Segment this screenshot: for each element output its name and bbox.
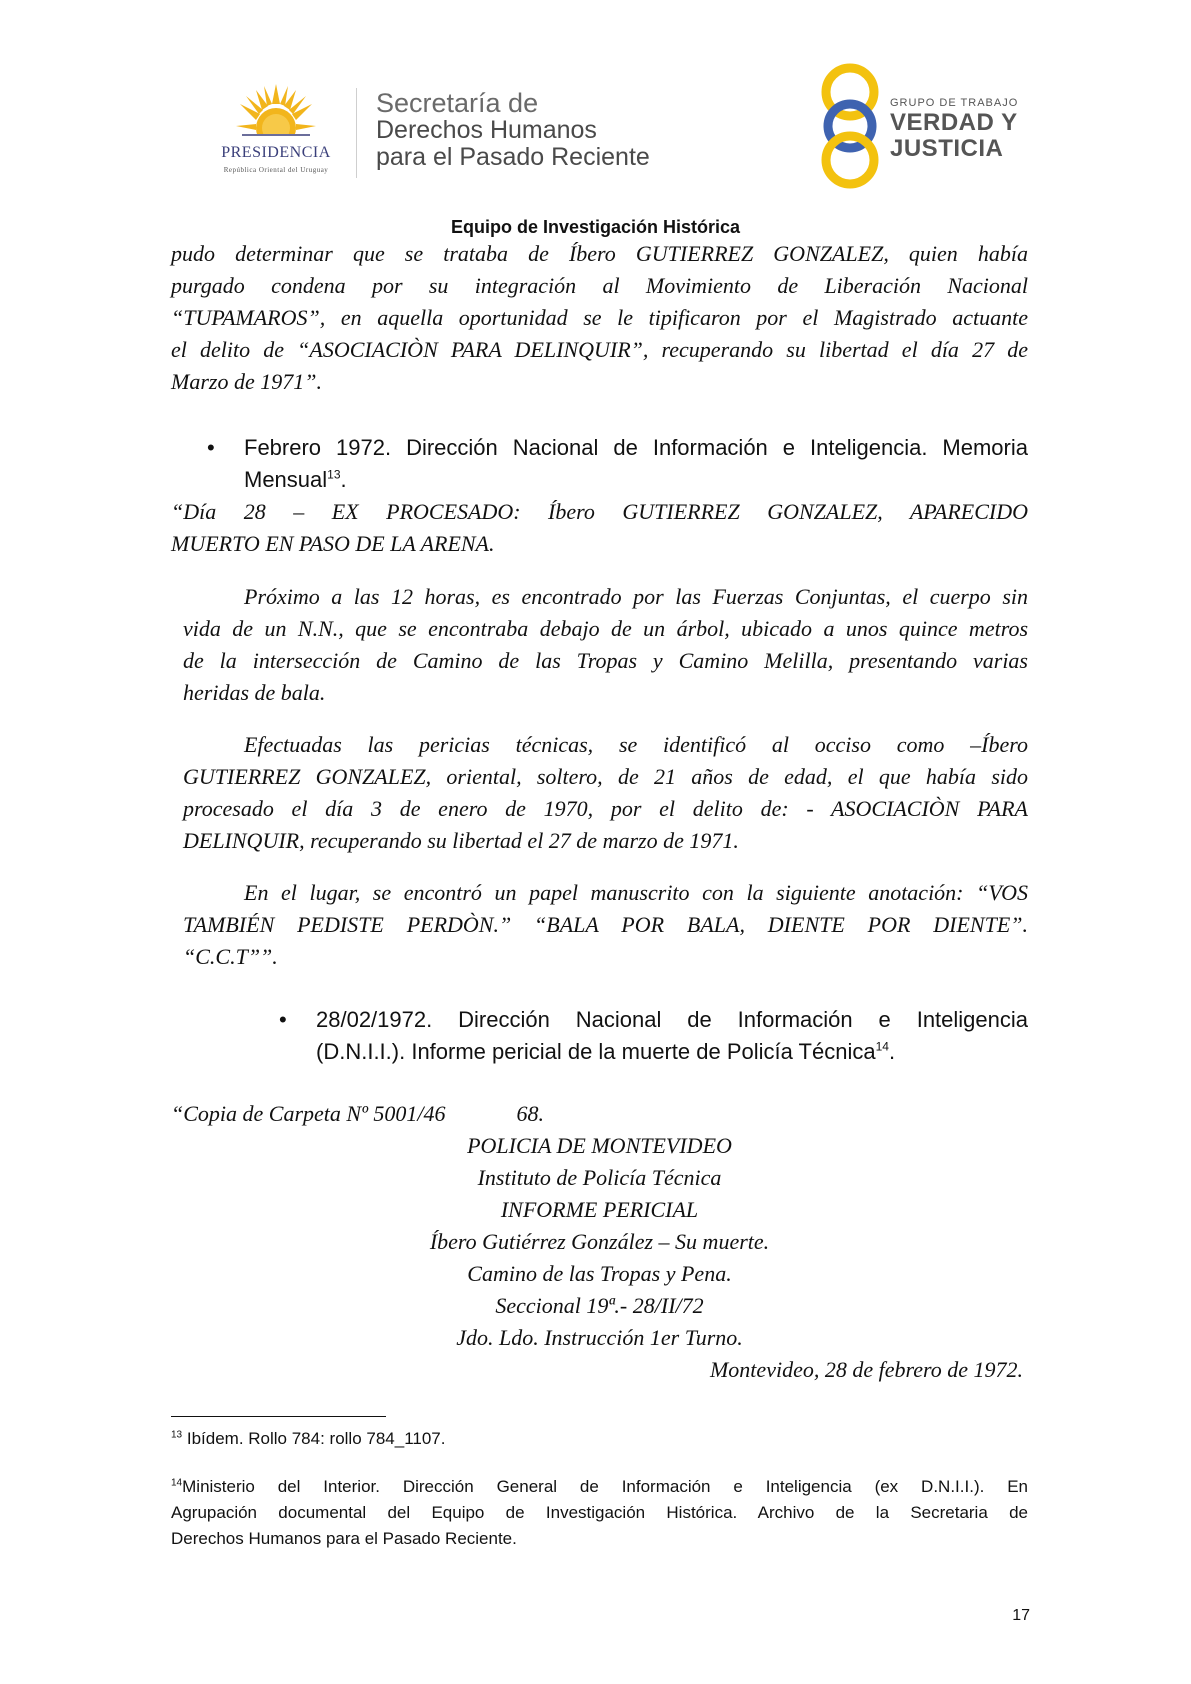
copia-line bbox=[171, 1098, 771, 1130]
secretaria-logotype bbox=[376, 90, 716, 171]
bullet-text: (D.N.I.I.). Informe pericial de la muerte de Policía Técnica bbox=[316, 1039, 876, 1064]
gtvj-logotype bbox=[890, 96, 1040, 162]
rings-icon bbox=[812, 62, 892, 192]
footnote-ref[interactable]: 13 bbox=[327, 467, 341, 482]
informe-header bbox=[171, 1130, 1028, 1354]
presidencia-logo bbox=[196, 82, 356, 182]
quote-paragraph-1 bbox=[183, 581, 1028, 709]
bullet-end: . bbox=[340, 467, 347, 492]
bullet-line bbox=[316, 1036, 1028, 1068]
page-header bbox=[0, 0, 1191, 210]
quote-paragraph-3 bbox=[183, 877, 1028, 973]
bullet-item-1 bbox=[244, 432, 1028, 496]
bullet-icon: • bbox=[279, 1007, 287, 1032]
gtvj-line-2: VERDAD Y bbox=[890, 109, 1018, 136]
presidencia-name: PRESIDENCIA bbox=[221, 144, 331, 161]
quote-paragraph-2 bbox=[183, 729, 1028, 857]
text-line: GUTIERREZ GONZALEZ, oriental, soltero, de 21 años de edad, el que había sido bbox=[183, 764, 1028, 789]
text-line: “C.C.T””. bbox=[183, 944, 278, 969]
footnote-13 bbox=[171, 1426, 1028, 1452]
text-line: de la intersección de Camino de las Tropas y Camino Melilla, presentando varias bbox=[183, 648, 1028, 673]
text-line: Seccional 19ª.- 28/II/72 bbox=[495, 1293, 704, 1318]
copia-right: 68. bbox=[516, 1101, 545, 1126]
presidencia-subtitle: República Oriental del Uruguay bbox=[223, 166, 329, 174]
text-line: “TUPAMAROS”, en aquella oportunidad se le tipificaron por el Magistrado actuante bbox=[171, 305, 1028, 330]
quote-heading bbox=[171, 496, 1028, 560]
text-line: pudo determinar que se trataba de Íbero GUTIERREZ GONZALEZ, quien había bbox=[171, 241, 1028, 266]
secretaria-line-2: Derechos Humanos bbox=[376, 116, 597, 144]
header-divider bbox=[356, 88, 357, 178]
text-line: vida de un N.N., que se encontraba debajo de un árbol, ubicado a unos quince metros bbox=[183, 616, 1028, 641]
footnote-14 bbox=[171, 1474, 1028, 1552]
footnote-number: 13 bbox=[171, 1429, 183, 1441]
bullet-line: Febrero 1972. Dirección Nacional de Información e Inteligencia. Memoria bbox=[244, 435, 1028, 460]
page-number: 17 bbox=[1012, 1607, 1030, 1624]
bullet-text: Mensual bbox=[244, 467, 328, 492]
footnote-line: Derechos Humanos para el Pasado Reciente. bbox=[171, 1529, 517, 1548]
text-line: “Día 28 – EX PROCESADO: Íbero GUTIERREZ GONZALEZ, APARECIDO bbox=[171, 499, 1028, 524]
text-line: Jdo. Ldo. Instrucción 1er Turno. bbox=[456, 1325, 743, 1350]
text-line: el delito de “ASOCIACIÒN PARA DELINQUIR”, recuperando su libertad el día 27 de bbox=[171, 337, 1028, 362]
bullet-end: . bbox=[888, 1039, 896, 1064]
bullet-item-2 bbox=[316, 1004, 1028, 1068]
footnote-ref[interactable]: 14 bbox=[875, 1039, 889, 1054]
secretaria-line-3: para el Pasado Reciente bbox=[376, 143, 650, 171]
gtvj-line-1: GRUPO DE TRABAJO bbox=[890, 97, 1019, 109]
text-line: Íbero Gutiérrez González – Su muerte. bbox=[429, 1229, 770, 1254]
text-line: heridas de bala. bbox=[183, 680, 326, 705]
footnote-text: Ministerio del Interior. Dirección General de Información e Inteligencia (ex D.N.I.I.). En bbox=[182, 1477, 1028, 1496]
text-line: TAMBIÉN PEDISTE PERDÒN.” “BALA POR BALA, DIENTE POR DIENTE”. bbox=[183, 912, 1028, 937]
text-line: En el lugar, se encontró un papel manuscrito con la siguiente anotación: “VOS bbox=[244, 880, 1028, 905]
sun-icon bbox=[234, 82, 318, 142]
gtvj-line-3: JUSTICIA bbox=[890, 135, 1004, 162]
text-line: INFORME PERICIAL bbox=[500, 1197, 699, 1222]
copia-left: “Copia de Carpeta Nº 5001/46 bbox=[171, 1101, 446, 1126]
text-line: Instituto de Policía Técnica bbox=[477, 1165, 722, 1190]
intro-paragraph bbox=[171, 238, 1028, 398]
text-line: procesado el día 3 de enero de 1970, por el delito de: - ASOCIACIÒN PARA bbox=[183, 796, 1028, 821]
text-line: Efectuadas las pericias técnicas, se identificó al occiso como –Íbero bbox=[244, 732, 1028, 757]
secretaria-line-1: Secretaría de bbox=[376, 88, 539, 118]
text-line: Marzo de 1971”. bbox=[171, 369, 322, 394]
bullet-icon: • bbox=[207, 435, 215, 460]
team-title: Equipo de Investigación Histórica bbox=[450, 217, 741, 237]
text-line: MUERTO EN PASO DE LA ARENA. bbox=[171, 531, 495, 556]
gtvj-logo bbox=[812, 62, 1032, 192]
footnote-rule bbox=[171, 1416, 386, 1417]
bullet-line: 28/02/1972. Dirección Nacional de Información e Inteligencia bbox=[316, 1007, 1028, 1032]
text-line: purgado condena por su integración al Movimiento de Liberación Nacional bbox=[171, 273, 1028, 298]
footnote-line: Agrupación documental del Equipo de Investigación Histórica. Archivo de la Secretaria de bbox=[171, 1503, 1028, 1522]
text-line: Camino de las Tropas y Pena. bbox=[467, 1261, 732, 1286]
footnote-number: 14 bbox=[171, 1477, 183, 1489]
footnote-text: Ibídem. Rollo 784: rollo 784_1107. bbox=[182, 1429, 446, 1448]
text-line: POLICIA DE MONTEVIDEO bbox=[467, 1133, 732, 1158]
footnote-line bbox=[171, 1474, 1028, 1500]
text-line: DELINQUIR, recuperando su libertad el 27 de marzo de 1971. bbox=[183, 828, 739, 853]
bullet-line bbox=[244, 464, 1028, 496]
dateline: Montevideo, 28 de febrero de 1972. bbox=[709, 1357, 1023, 1382]
text-line: Próximo a las 12 horas, es encontrado por las Fuerzas Conjuntas, el cuerpo sin bbox=[244, 584, 1028, 609]
